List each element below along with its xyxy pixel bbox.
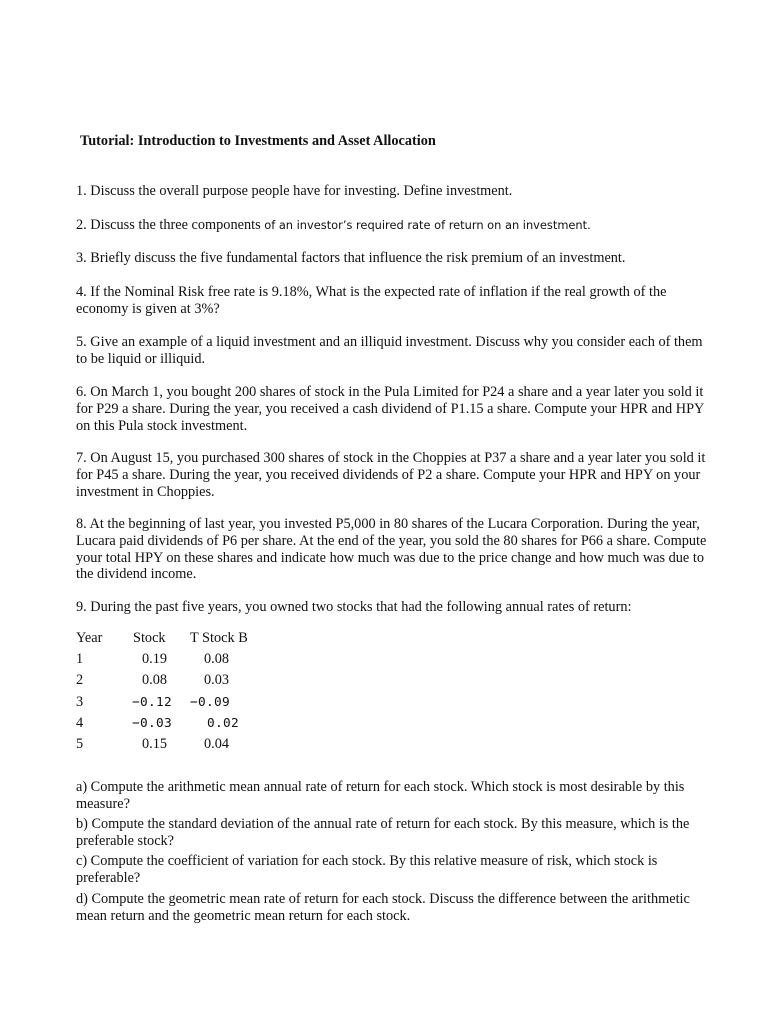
- subquestion-a: a) Compute the arithmetic mean annual rate of return for each stock. Which stock is most desirable by this measure?: [76, 779, 685, 812]
- question-1: 1. Discuss the overall purpose people have for investing. Define investment.: [76, 183, 513, 199]
- table-cell: 0.02: [207, 716, 240, 731]
- table-cell: 0.15: [142, 736, 168, 752]
- table-cell: 0.04: [204, 736, 230, 752]
- table-cell: −0.12: [132, 695, 173, 710]
- question-6: 6. On March 1, you bought 200 shares of stock in the Pula Limited for P24 a share and a year later you sold it for P29 a share. During the year, you received a cash dividend of P1.15 a share. Compute your HPR and HPY on this Pula stock investment.: [76, 384, 704, 434]
- question-3: 3. Briefly discuss the five fundamental factors that influence the risk premium of an investment.: [76, 250, 626, 266]
- table-header-stock-b: T Stock B: [190, 630, 248, 646]
- table-cell: 3: [76, 694, 84, 710]
- subquestion-c: c) Compute the coefficient of variation for each stock. By this relative measure of risk, which stock is preferable?: [76, 853, 658, 886]
- question-9: 9. During the past five years, you owned two stocks that had the following annual rates of return:: [76, 599, 632, 615]
- question-2-text: 2. Discuss the three components: [76, 217, 265, 233]
- tutorial-title: Tutorial: Introduction to Investments and Asset Allocation: [80, 133, 436, 149]
- question-2-tail: of an investor’s required rate of return on an investment.: [264, 218, 591, 232]
- table-cell: 1: [76, 651, 84, 667]
- question-4: 4. If the Nominal Risk free rate is 9.18%, What is the expected rate of inflation if the real growth of the economy is given at 3%?: [76, 284, 667, 317]
- table-cell: 0.08: [142, 672, 168, 688]
- question-5: 5. Give an example of a liquid investment and an illiquid investment. Discuss why you consider each of them to be liquid or illiquid.: [76, 334, 703, 367]
- table-cell: 5: [76, 736, 84, 752]
- table-cell: −0.03: [132, 716, 173, 731]
- table-cell: 2: [76, 672, 84, 688]
- question-8: 8. At the beginning of last year, you invested P5,000 in 80 shares of the Lucara Corporation. During the year, Lucara paid dividends of P6 per share. At the end of the year, you sold the 80 shares for P66 a share. Compute your total HPY on these shares and indicate how much was due to the price change and how much was due to the dividend income.: [76, 516, 707, 583]
- table-cell: −0.09: [190, 695, 231, 710]
- question-7: 7. On August 15, you purchased 300 shares of stock in the Choppies at P37 a share and a year later you sold it for P45 a share. During the year, you received dividends of P2 a share. Compute your HPR and HPY on your investment in Choppies.: [76, 450, 706, 500]
- table-cell: 0.03: [204, 672, 230, 688]
- subquestion-d: d) Compute the geometric mean rate of return for each stock. Discuss the difference between the arithmetic mean return and the geometric mean return for each stock.: [76, 891, 690, 924]
- table-header-year: Year: [76, 630, 103, 646]
- table-cell: 0.19: [142, 651, 168, 667]
- returns-table: [76, 630, 336, 760]
- table-header-stock: Stock: [133, 630, 166, 646]
- subquestion-b: b) Compute the standard deviation of the annual rate of return for each stock. By this measure, which is the preferable stock?: [76, 816, 690, 849]
- table-cell: 0.08: [204, 651, 230, 667]
- question-2: [76, 217, 716, 234]
- table-cell: 4: [76, 715, 84, 731]
